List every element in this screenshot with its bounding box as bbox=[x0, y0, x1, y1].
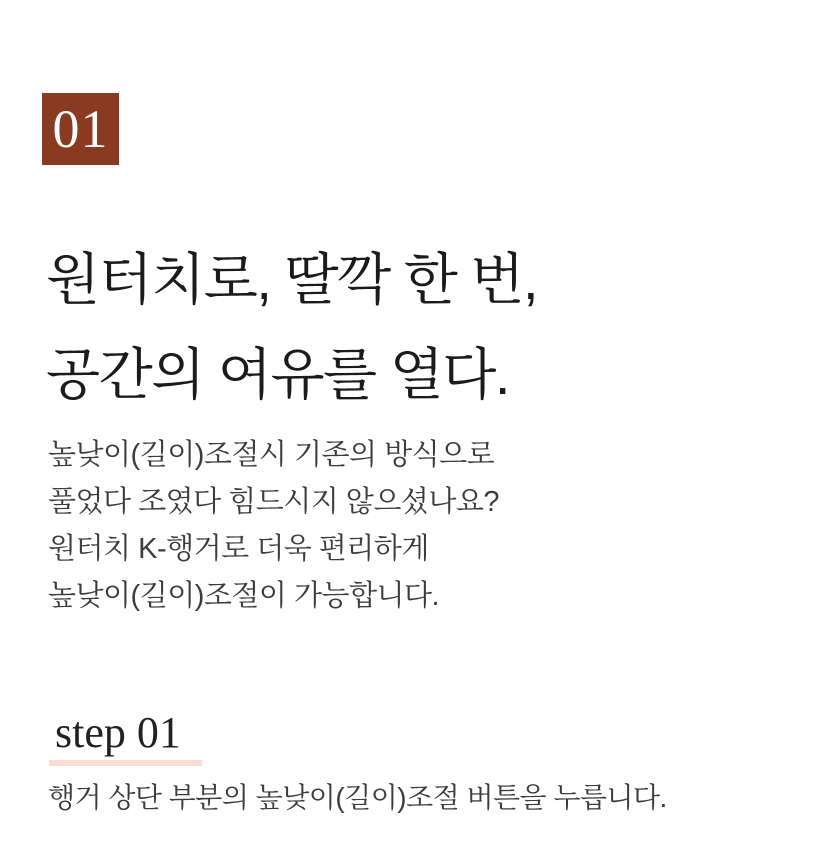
intro-line-2: 풀었다 조였다 힘드시지 않으셨나요? bbox=[48, 486, 500, 518]
intro-paragraph bbox=[48, 432, 499, 620]
intro-line-4: 높낮이(길이)조절이 가능합니다. bbox=[48, 580, 440, 612]
step-title: step 01 bbox=[55, 708, 181, 757]
intro-line-1: 높낮이(길이)조절시 기존의 방식으로 bbox=[48, 439, 495, 471]
step-title-underline bbox=[49, 760, 202, 766]
heading-line-2: 공간의 여유를 열다. bbox=[46, 343, 509, 406]
intro-line-3: 원터치 K-행거로 더욱 편리하게 bbox=[48, 533, 429, 565]
section-number-badge bbox=[42, 93, 119, 165]
section-number: 01 bbox=[52, 99, 109, 159]
section-heading bbox=[46, 232, 537, 422]
step-description: 행거 상단 부분의 높낮이(길이)조절 버튼을 누릅니다. bbox=[48, 782, 667, 813]
heading-line-1: 원터치로, 딸깍 한 번, bbox=[46, 248, 538, 311]
